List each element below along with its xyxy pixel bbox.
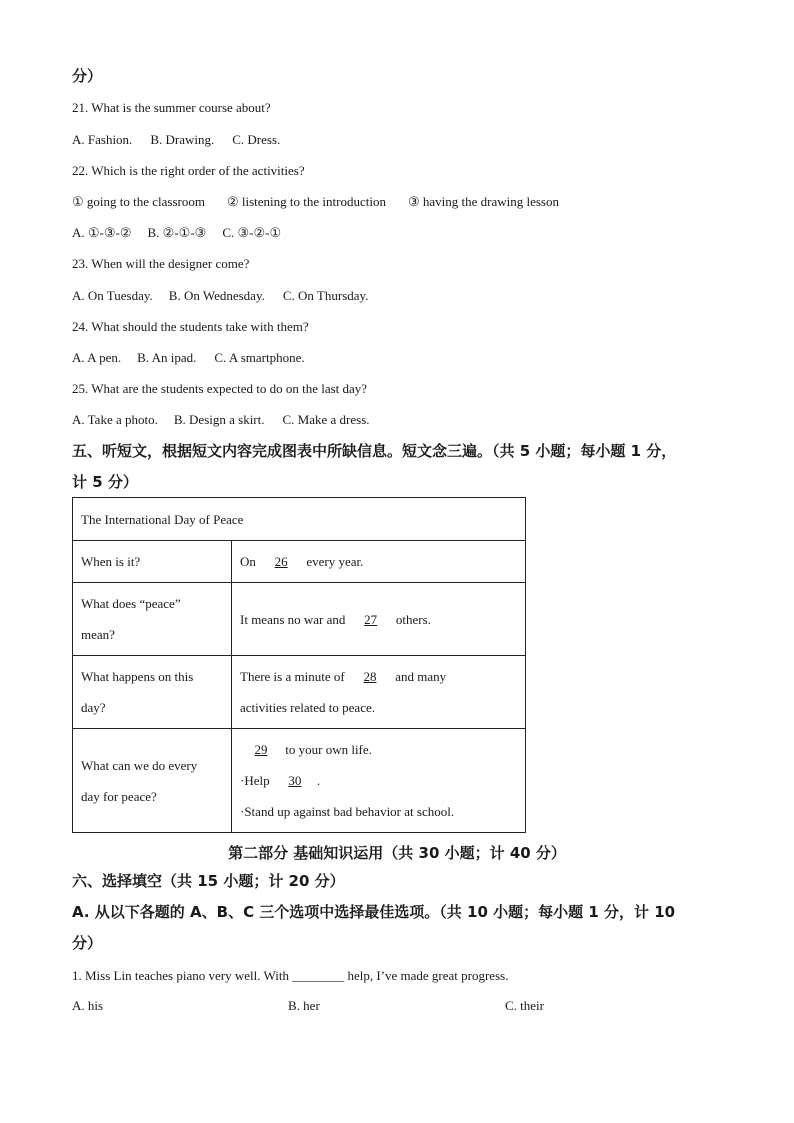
option-b: B. On Wednesday. — [168, 288, 265, 303]
row-answer: On 26 every year. — [232, 541, 526, 583]
option-a: A. Take a photo. — [72, 412, 158, 427]
blank-27: 27 — [364, 611, 378, 627]
question-23: 23. When will the designer come? — [72, 256, 250, 271]
row-answer: There is a minute of 28 and many activities related to peace. — [232, 656, 526, 729]
q22-items — [72, 194, 559, 210]
question-21: 21. What is the summer course about? — [72, 100, 271, 115]
blank-28: 28 — [363, 669, 377, 684]
option-a: A. ①-③-② — [72, 225, 132, 240]
option-a: A. On Tuesday. — [72, 288, 153, 303]
option-c: C. Dress. — [232, 132, 281, 147]
row-question: When is it? — [73, 541, 232, 583]
option-c: C. their — [505, 998, 544, 1013]
question-24: 24. What should the students take with them? — [72, 319, 309, 334]
top-fragment: 分） — [72, 67, 103, 85]
option-c: C. Make a dress. — [282, 412, 370, 427]
section-5-heading-line1: 五、听短文，根据短文内容完成图表中所缺信息。短文念三遍。（共 5 小题；每小题 1 分， — [72, 442, 677, 460]
options-25 — [72, 412, 370, 428]
table-row — [73, 729, 526, 833]
blank-26: 26 — [274, 554, 288, 569]
section-5-heading-line2: 计 5 分） — [72, 473, 138, 491]
blank-29: 29 — [254, 742, 268, 757]
option-a: A. his — [72, 998, 104, 1013]
peace-day-table — [72, 497, 526, 833]
row-question: What does “peace” mean? — [73, 583, 232, 656]
option-c: C. A smartphone. — [214, 350, 305, 365]
option-c: C. On Thursday. — [282, 288, 369, 303]
question-22: 22. Which is the right order of the activities? — [72, 163, 305, 178]
table-row — [73, 583, 526, 656]
q22-item-1: ① going to the classroom — [72, 194, 205, 209]
option-b: B. Design a skirt. — [173, 412, 265, 427]
row-question: What happens on this day? — [73, 656, 232, 729]
section-a-heading-line2: 分） — [72, 934, 103, 952]
option-c: C. ③-②-① — [222, 225, 282, 240]
q22-item-3: ③ having the drawing lesson — [407, 194, 559, 209]
option-b: B. Drawing. — [150, 132, 215, 147]
options-23 — [72, 288, 368, 304]
option-b: B. An ipad. — [137, 350, 197, 365]
blank-q1: ________ — [292, 968, 345, 983]
option-a: A. Fashion. — [72, 132, 133, 147]
row-answer: 29 to your own life. ·Help 30 . ·Stand up against bad behavior at school. — [232, 729, 526, 833]
section-6-title: 六、选择填空（共 15 小题；计 20 分） — [72, 872, 345, 890]
option-b: B. her — [288, 998, 320, 1013]
row-answer: It means no war and 27 others. — [232, 583, 526, 656]
options-21 — [72, 132, 280, 148]
part-2-title: 第二部分 基础知识运用（共 30 小题；计 40 分） — [228, 844, 566, 862]
row-question: What can we do every day for peace? — [73, 729, 232, 833]
q22-item-2: ② listening to the introduction — [226, 194, 386, 209]
table-title: The International Day of Peace — [73, 498, 526, 541]
options-24 — [72, 350, 305, 366]
table-row — [73, 541, 526, 583]
option-b: B. ②-①-③ — [147, 225, 207, 240]
section-a-heading-line1: A. 从以下各题的 A、B、C 三个选项中选择最佳选项。（共 10 小题；每小题 1 分，计 10 — [72, 903, 676, 921]
question-1: 1. Miss Lin teaches piano very well. With ________ help, I’ve made great progress. — [72, 968, 509, 983]
question-25: 25. What are the students expected to do on the last day? — [72, 381, 368, 396]
options-22 — [72, 225, 281, 241]
option-a: A. A pen. — [72, 350, 122, 365]
table-row — [73, 656, 526, 729]
blank-30: 30 — [288, 773, 302, 788]
